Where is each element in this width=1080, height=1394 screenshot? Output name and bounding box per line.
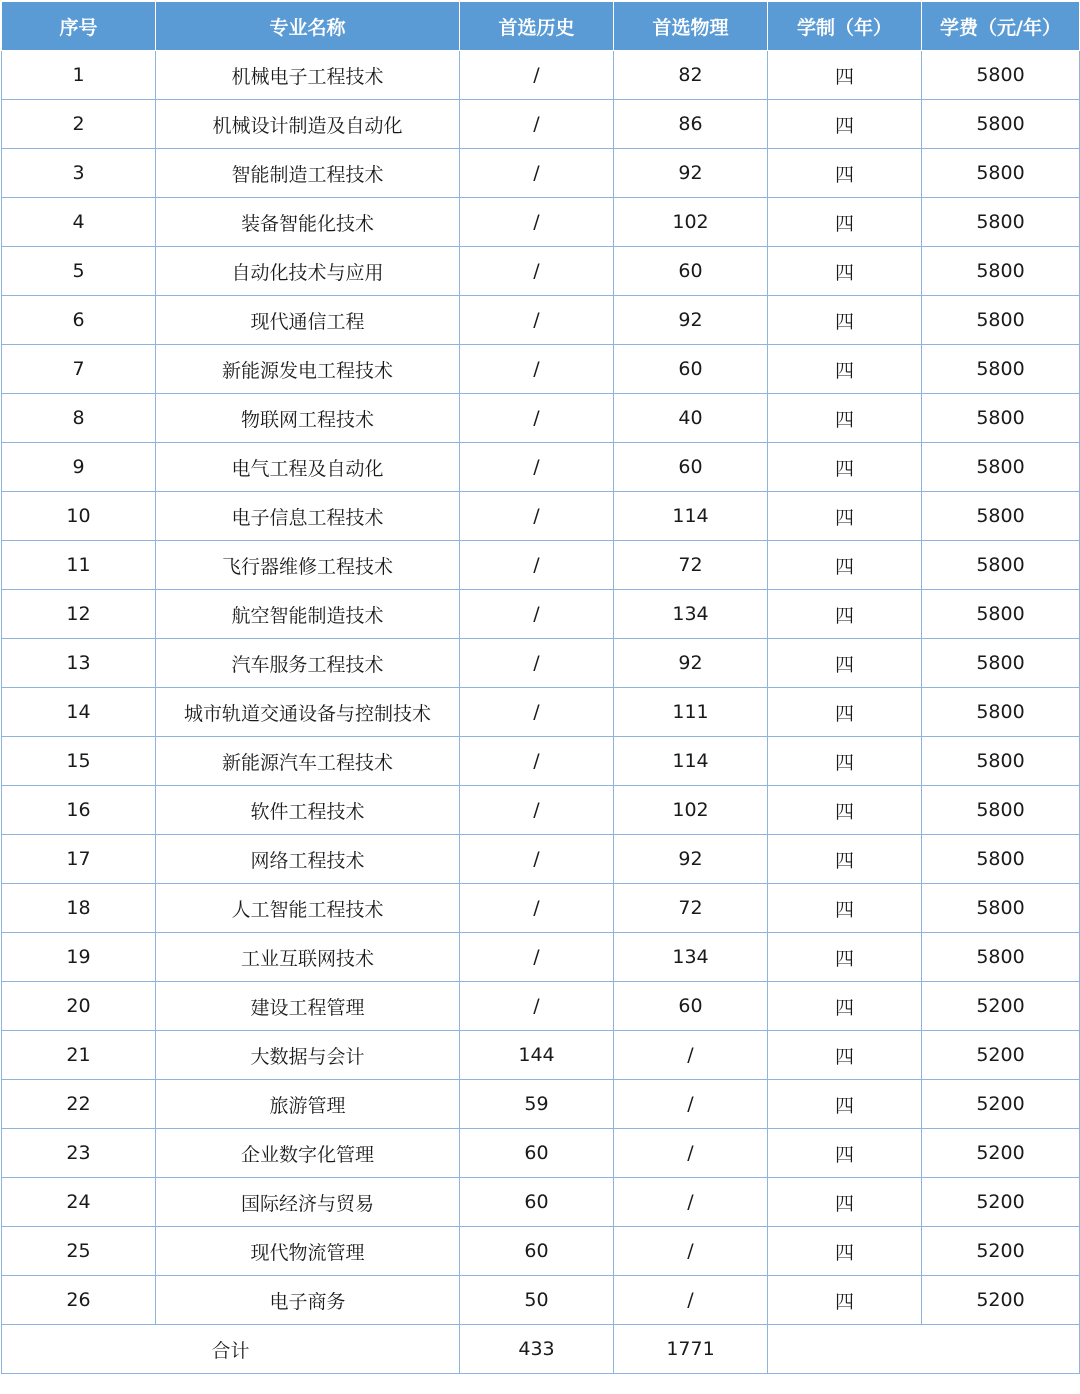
cell-fee: 5200 — [922, 1031, 1080, 1080]
table-row — [2, 443, 1080, 492]
table-row — [2, 688, 1080, 737]
table-row — [2, 345, 1080, 394]
cell-physics: / — [614, 1031, 768, 1080]
cell-major-name: 智能制造工程技术 — [156, 149, 460, 198]
cell-history: / — [460, 149, 614, 198]
cell-history: / — [460, 982, 614, 1031]
table-row — [2, 1178, 1080, 1227]
cell-years: 四 — [768, 394, 922, 443]
cell-major-name: 航空智能制造技术 — [156, 590, 460, 639]
table-row — [2, 590, 1080, 639]
cell-fee: 5800 — [922, 884, 1080, 933]
cell-index: 23 — [2, 1129, 156, 1178]
cell-physics: 134 — [614, 590, 768, 639]
cell-physics: 60 — [614, 982, 768, 1031]
cell-fee: 5200 — [922, 1227, 1080, 1276]
table-row — [2, 100, 1080, 149]
cell-physics: 114 — [614, 492, 768, 541]
cell-major-name: 自动化技术与应用 — [156, 247, 460, 296]
cell-index: 6 — [2, 296, 156, 345]
cell-fee: 5800 — [922, 933, 1080, 982]
cell-history: / — [460, 639, 614, 688]
cell-history: / — [460, 884, 614, 933]
cell-major-name: 国际经济与贸易 — [156, 1178, 460, 1227]
cell-years: 四 — [768, 1031, 922, 1080]
table-row — [2, 1227, 1080, 1276]
cell-fee: 5200 — [922, 1178, 1080, 1227]
cell-index: 16 — [2, 786, 156, 835]
table-row — [2, 884, 1080, 933]
cell-history: 60 — [460, 1129, 614, 1178]
table-row — [2, 1276, 1080, 1325]
cell-physics: 60 — [614, 345, 768, 394]
cell-history: / — [460, 688, 614, 737]
cell-major-name: 企业数字化管理 — [156, 1129, 460, 1178]
cell-major-name: 电子信息工程技术 — [156, 492, 460, 541]
table-row — [2, 296, 1080, 345]
cell-physics: 60 — [614, 443, 768, 492]
cell-physics: 102 — [614, 198, 768, 247]
table-row — [2, 639, 1080, 688]
cell-index: 11 — [2, 541, 156, 590]
total-empty — [768, 1325, 1080, 1374]
cell-index: 13 — [2, 639, 156, 688]
cell-years: 四 — [768, 296, 922, 345]
cell-index: 19 — [2, 933, 156, 982]
table-row — [2, 1031, 1080, 1080]
cell-years: 四 — [768, 443, 922, 492]
header-physics: 首选物理 — [614, 2, 768, 51]
cell-history: 59 — [460, 1080, 614, 1129]
cell-fee: 5800 — [922, 688, 1080, 737]
cell-index: 22 — [2, 1080, 156, 1129]
cell-physics: 92 — [614, 296, 768, 345]
cell-index: 3 — [2, 149, 156, 198]
cell-history: / — [460, 394, 614, 443]
cell-physics: 60 — [614, 247, 768, 296]
cell-major-name: 新能源汽车工程技术 — [156, 737, 460, 786]
table-row — [2, 933, 1080, 982]
cell-index: 20 — [2, 982, 156, 1031]
cell-physics: 134 — [614, 933, 768, 982]
cell-fee: 5200 — [922, 1129, 1080, 1178]
cell-history: / — [460, 786, 614, 835]
cell-fee: 5800 — [922, 247, 1080, 296]
cell-history: / — [460, 247, 614, 296]
cell-physics: 92 — [614, 835, 768, 884]
cell-years: 四 — [768, 982, 922, 1031]
cell-fee: 5200 — [922, 982, 1080, 1031]
cell-years: 四 — [768, 933, 922, 982]
cell-major-name: 现代通信工程 — [156, 296, 460, 345]
table-row — [2, 786, 1080, 835]
cell-index: 8 — [2, 394, 156, 443]
cell-index: 24 — [2, 1178, 156, 1227]
cell-fee: 5800 — [922, 149, 1080, 198]
cell-history: 60 — [460, 1178, 614, 1227]
cell-index: 12 — [2, 590, 156, 639]
cell-physics: 92 — [614, 149, 768, 198]
table-row — [2, 51, 1080, 100]
cell-years: 四 — [768, 835, 922, 884]
cell-years: 四 — [768, 198, 922, 247]
cell-years: 四 — [768, 884, 922, 933]
cell-major-name: 电子商务 — [156, 1276, 460, 1325]
table-row — [2, 1080, 1080, 1129]
table-row — [2, 198, 1080, 247]
header-fee: 学费（元/年） — [922, 2, 1080, 51]
cell-years: 四 — [768, 786, 922, 835]
table-row — [2, 149, 1080, 198]
cell-fee: 5800 — [922, 443, 1080, 492]
cell-history: / — [460, 835, 614, 884]
cell-history: / — [460, 541, 614, 590]
cell-major-name: 物联网工程技术 — [156, 394, 460, 443]
cell-major-name: 工业互联网技术 — [156, 933, 460, 982]
cell-history: / — [460, 933, 614, 982]
cell-physics: / — [614, 1178, 768, 1227]
cell-physics: 72 — [614, 884, 768, 933]
header-major-name: 专业名称 — [156, 2, 460, 51]
cell-physics: 86 — [614, 100, 768, 149]
cell-index: 15 — [2, 737, 156, 786]
cell-major-name: 软件工程技术 — [156, 786, 460, 835]
cell-physics: / — [614, 1276, 768, 1325]
cell-fee: 5800 — [922, 100, 1080, 149]
cell-years: 四 — [768, 688, 922, 737]
cell-years: 四 — [768, 1080, 922, 1129]
cell-physics: 114 — [614, 737, 768, 786]
cell-years: 四 — [768, 149, 922, 198]
cell-index: 14 — [2, 688, 156, 737]
cell-fee: 5800 — [922, 198, 1080, 247]
cell-history: / — [460, 198, 614, 247]
cell-index: 1 — [2, 51, 156, 100]
total-physics: 1771 — [614, 1325, 768, 1374]
cell-major-name: 现代物流管理 — [156, 1227, 460, 1276]
cell-years: 四 — [768, 737, 922, 786]
cell-major-name: 装备智能化技术 — [156, 198, 460, 247]
cell-history: / — [460, 296, 614, 345]
cell-index: 18 — [2, 884, 156, 933]
cell-years: 四 — [768, 1227, 922, 1276]
table-row — [2, 394, 1080, 443]
cell-major-name: 新能源发电工程技术 — [156, 345, 460, 394]
cell-history: / — [460, 443, 614, 492]
cell-index: 17 — [2, 835, 156, 884]
cell-fee: 5800 — [922, 786, 1080, 835]
cell-major-name: 城市轨道交通设备与控制技术 — [156, 688, 460, 737]
cell-major-name: 网络工程技术 — [156, 835, 460, 884]
cell-physics: / — [614, 1080, 768, 1129]
cell-years: 四 — [768, 345, 922, 394]
cell-physics: / — [614, 1227, 768, 1276]
cell-physics: 102 — [614, 786, 768, 835]
table-row — [2, 1129, 1080, 1178]
cell-physics: 82 — [614, 51, 768, 100]
cell-fee: 5200 — [922, 1276, 1080, 1325]
table-row — [2, 492, 1080, 541]
cell-index: 5 — [2, 247, 156, 296]
cell-fee: 5800 — [922, 492, 1080, 541]
cell-fee: 5800 — [922, 296, 1080, 345]
cell-major-name: 旅游管理 — [156, 1080, 460, 1129]
cell-major-name: 电气工程及自动化 — [156, 443, 460, 492]
cell-fee: 5800 — [922, 394, 1080, 443]
cell-history: 50 — [460, 1276, 614, 1325]
table-row — [2, 737, 1080, 786]
cell-physics: 40 — [614, 394, 768, 443]
cell-years: 四 — [768, 100, 922, 149]
cell-fee: 5200 — [922, 1080, 1080, 1129]
cell-fee: 5800 — [922, 590, 1080, 639]
cell-years: 四 — [768, 492, 922, 541]
cell-history: / — [460, 737, 614, 786]
cell-index: 21 — [2, 1031, 156, 1080]
cell-years: 四 — [768, 639, 922, 688]
cell-years: 四 — [768, 1178, 922, 1227]
cell-physics: 92 — [614, 639, 768, 688]
cell-years: 四 — [768, 590, 922, 639]
table-row — [2, 982, 1080, 1031]
table-row — [2, 835, 1080, 884]
cell-major-name: 大数据与会计 — [156, 1031, 460, 1080]
major-table — [1, 1, 1080, 1374]
cell-major-name: 汽车服务工程技术 — [156, 639, 460, 688]
cell-physics: 111 — [614, 688, 768, 737]
cell-physics: / — [614, 1129, 768, 1178]
cell-fee: 5800 — [922, 835, 1080, 884]
cell-fee: 5800 — [922, 541, 1080, 590]
cell-major-name: 机械设计制造及自动化 — [156, 100, 460, 149]
cell-major-name: 人工智能工程技术 — [156, 884, 460, 933]
cell-major-name: 飞行器维修工程技术 — [156, 541, 460, 590]
header-row — [2, 2, 1080, 51]
cell-index: 2 — [2, 100, 156, 149]
cell-index: 25 — [2, 1227, 156, 1276]
cell-major-name: 建设工程管理 — [156, 982, 460, 1031]
header-years: 学制（年） — [768, 2, 922, 51]
cell-years: 四 — [768, 1129, 922, 1178]
cell-index: 26 — [2, 1276, 156, 1325]
total-row — [2, 1325, 1080, 1374]
total-history: 433 — [460, 1325, 614, 1374]
cell-history: / — [460, 345, 614, 394]
cell-fee: 5800 — [922, 345, 1080, 394]
cell-years: 四 — [768, 1276, 922, 1325]
total-label: 合计 — [2, 1325, 460, 1374]
cell-fee: 5800 — [922, 639, 1080, 688]
table-row — [2, 247, 1080, 296]
cell-history: / — [460, 51, 614, 100]
cell-fee: 5800 — [922, 737, 1080, 786]
cell-physics: 72 — [614, 541, 768, 590]
cell-index: 9 — [2, 443, 156, 492]
cell-years: 四 — [768, 247, 922, 296]
cell-years: 四 — [768, 541, 922, 590]
cell-fee: 5800 — [922, 51, 1080, 100]
header-index: 序号 — [2, 2, 156, 51]
cell-history: 60 — [460, 1227, 614, 1276]
table-row — [2, 541, 1080, 590]
cell-major-name: 机械电子工程技术 — [156, 51, 460, 100]
cell-index: 7 — [2, 345, 156, 394]
cell-index: 10 — [2, 492, 156, 541]
header-history: 首选历史 — [460, 2, 614, 51]
cell-history: / — [460, 492, 614, 541]
cell-history: / — [460, 590, 614, 639]
cell-index: 4 — [2, 198, 156, 247]
cell-history: 144 — [460, 1031, 614, 1080]
cell-years: 四 — [768, 51, 922, 100]
cell-history: / — [460, 100, 614, 149]
